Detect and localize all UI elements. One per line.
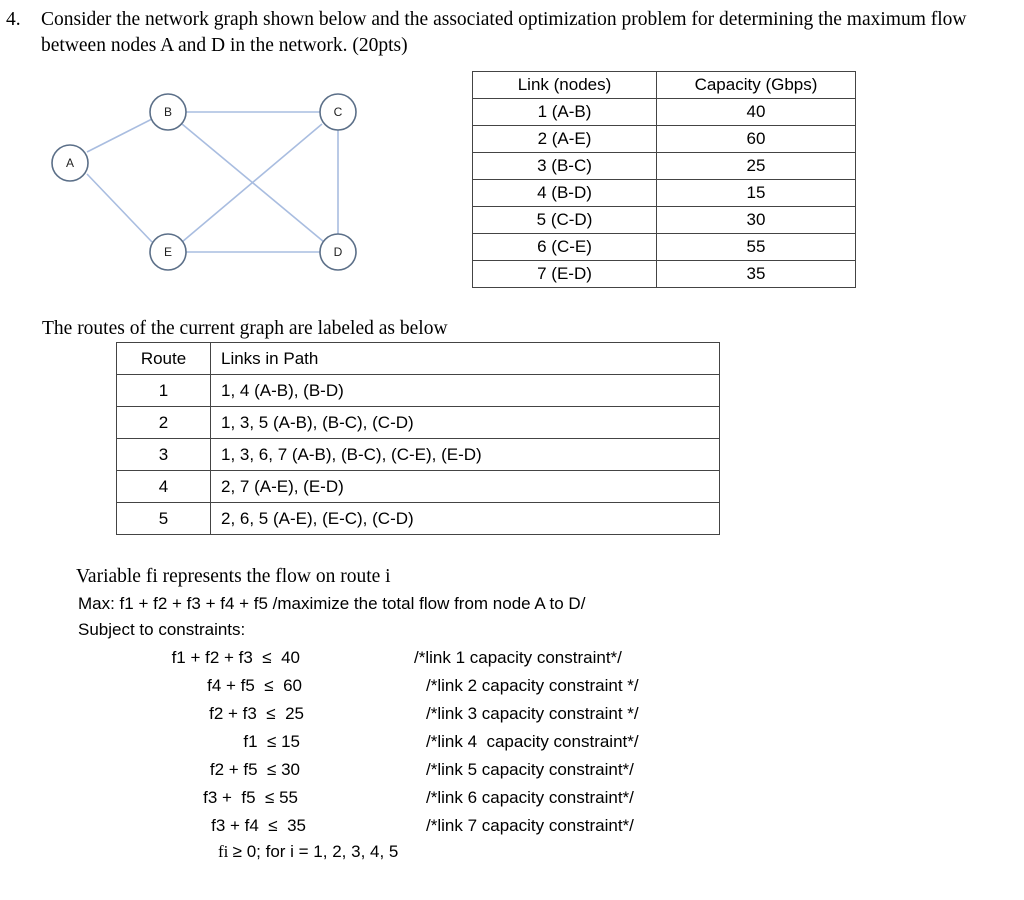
route-path-cell: 1, 3, 5 (A-B), (B-C), (C-D) [211,407,720,439]
table-row [473,126,856,153]
constraint-expression: f1 ≤ 15 [243,732,300,751]
optimization-problem [0,566,1024,900]
table-row [117,375,720,407]
table-row [473,99,856,126]
link-cell: 7 (E-D) [473,261,657,288]
constraint-3-comment: /*link 3 capacity constraint */ [426,704,639,723]
column-header-link: Link (nodes) [473,72,657,99]
table-header-row [117,343,720,375]
question [6,7,1006,59]
route-path-cell: 1, 4 (A-B), (B-D) [211,375,720,407]
node-b-label: B [163,105,173,119]
column-header-route: Route [117,343,211,375]
constraint-expression: f4 + f5 ≤ 60 [207,676,302,695]
capacity-cell: 60 [657,126,856,153]
link-cell: 6 (C-E) [473,234,657,261]
table-row [117,407,720,439]
route-path-cell: 2, 7 (A-E), (E-D) [211,471,720,503]
subject-to-label: Subject to constraints: [78,620,246,639]
constraint-expression: f1 + f2 + f3 ≤ 40 [171,648,300,667]
network-graph [40,80,380,280]
table-row [473,261,856,288]
constraint-2-comment: /*link 2 capacity constraint */ [426,676,639,695]
route-number-cell: 4 [117,471,211,503]
routes-table [116,342,720,535]
link-cell: 2 (A-E) [473,126,657,153]
route-number-cell: 5 [117,503,211,535]
link-cell: 5 (C-D) [473,207,657,234]
table-row [117,503,720,535]
constraint-6-comment: /*link 6 capacity constraint*/ [426,788,634,807]
nonnegativity-condition: ≥ 0; for i = 1, 2, 3, 4, 5 [232,842,399,861]
route-path-cell: 2, 6, 5 (A-E), (E-C), (C-D) [211,503,720,535]
table-row [117,471,720,503]
link-cell: 1 (A-B) [473,99,657,126]
table-row [473,180,856,207]
table-row [473,153,856,180]
edge-a-b [87,119,152,152]
nonnegativity-constraint [218,842,398,862]
table-row [117,439,720,471]
node-c-label: C [333,105,343,119]
question-text: Consider the network graph shown below and the associated optimization problem for determining the maximum flow between nodes A and D in the network. (20pts) [41,9,967,56]
column-header-links-in-path: Links in Path [211,343,720,375]
table-row [473,234,856,261]
capacity-cell: 55 [657,234,856,261]
node-e-label: E [163,245,173,259]
edge-a-e [87,174,152,242]
link-cell: 4 (B-D) [473,180,657,207]
column-header-capacity: Capacity (Gbps) [657,72,856,99]
constraint-expression: f2 + f5 ≤ 30 [209,760,300,779]
question-number: 4. [6,9,21,30]
constraint-expression: f3 + f5 ≤ 55 [203,788,298,807]
nonnegativity-variable: fi [218,842,229,861]
constraint-expression: f3 + f4 ≤ 35 [211,816,306,835]
objective-function: Max: f1 + f2 + f3 + f4 + f5 /maximize the total flow from node A to D/ [78,594,586,613]
capacity-cell: 25 [657,153,856,180]
routes-caption: The routes of the current graph are labeled as below [42,318,448,339]
link-capacity-table [472,71,856,288]
table-row [473,207,856,234]
route-path-cell: 1, 3, 6, 7 (A-B), (B-C), (C-E), (E-D) [211,439,720,471]
capacity-cell: 15 [657,180,856,207]
capacity-cell: 35 [657,261,856,288]
route-number-cell: 2 [117,407,211,439]
table-header-row [473,72,856,99]
node-a-label: A [65,156,75,170]
constraint-1-comment: /*link 1 capacity constraint*/ [414,648,622,667]
capacity-cell: 40 [657,99,856,126]
constraint-4-comment: /*link 4 capacity constraint*/ [426,732,639,751]
node-d-label: D [333,245,343,259]
route-number-cell: 3 [117,439,211,471]
variable-definition: Variable fi represents the flow on route i [76,566,391,587]
route-number-cell: 1 [117,375,211,407]
link-cell: 3 (B-C) [473,153,657,180]
capacity-cell: 30 [657,207,856,234]
constraint-expression: f2 + f3 ≤ 25 [209,704,304,723]
constraint-7-comment: /*link 7 capacity constraint*/ [426,816,634,835]
constraint-5-comment: /*link 5 capacity constraint*/ [426,760,634,779]
